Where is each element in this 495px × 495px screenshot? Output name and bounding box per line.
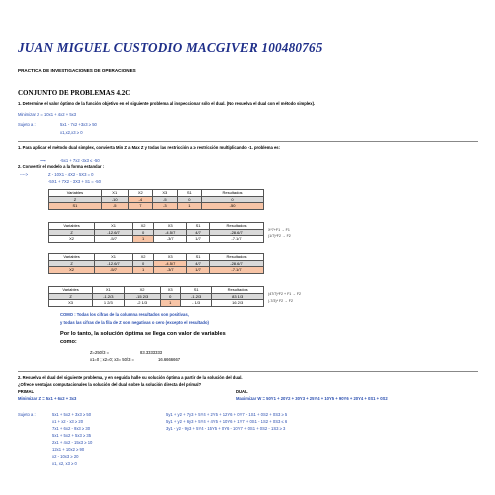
- q2-eq-1: Z - 10X1 - 4X2 - 5X3 = 0: [48, 172, 94, 177]
- q2-arrow-2: ---->: [20, 172, 29, 177]
- table-cell: -4.5/7: [154, 229, 187, 236]
- row-op-note: (-7/3)* F2 → F2: [268, 299, 293, 303]
- table-cell: X2: [49, 267, 95, 274]
- row-op-note: (1/7)*F2 → F2: [268, 234, 291, 238]
- table-cell: Z: [49, 196, 102, 203]
- table-cell: 4/7: [187, 229, 210, 236]
- q3-subject: Sujeto a :: [18, 412, 36, 417]
- table-header: X3: [160, 287, 180, 294]
- table-cell: -7.1/7: [209, 236, 263, 243]
- table-header: S1: [180, 287, 211, 294]
- table-cell: -50: [202, 203, 264, 210]
- table-header: X3: [154, 254, 187, 261]
- table-cell: 83 1/3: [212, 293, 264, 300]
- dual-label: DUAL: [236, 389, 248, 394]
- tableau-2: [48, 222, 264, 243]
- primal-constraint: 5x1 + 5x2 + 5x3 ≥ 35: [52, 433, 92, 438]
- table-cell: 0: [160, 293, 180, 300]
- primal-objective: Minimizar Z = 5x1 + 6x2 + 3x3: [18, 396, 77, 401]
- page-title: JUAN MIGUEL CUSTODIO MACGIVER 100480765: [18, 40, 323, 55]
- q2-convert-text: 2. Convertir el modelo a la forma estandar :: [18, 164, 105, 169]
- table-cell: 7: [128, 203, 153, 210]
- table-cell: -5/7: [95, 236, 133, 243]
- table-header: X1: [101, 190, 128, 197]
- table-cell: -5: [153, 196, 178, 203]
- q2-arrow: ⟶: [40, 158, 47, 163]
- q2-constraint: -5x1 + 7x2 -3x3 ≤ -50: [60, 158, 100, 163]
- primal-constraint: 7x1 + 6x2 - 9x3 ≥ 30: [52, 426, 91, 431]
- table-header: Variables: [49, 223, 95, 230]
- table-cell: X3: [49, 300, 93, 307]
- table-cell: -3: [153, 203, 178, 210]
- table-cell: -3/7: [154, 267, 187, 274]
- table-cell: -28.6/7: [209, 260, 263, 267]
- table-cell: 16 2/3: [212, 300, 264, 307]
- conclusion-line: COMO : Todas los cifras de la columna resultados son positivas,: [60, 312, 189, 317]
- table-cell: -5/7: [95, 267, 133, 274]
- table-header: Resultados: [202, 190, 264, 197]
- solution-x-value: 16.6666667: [158, 357, 181, 362]
- q1-minimize: Minimizar z = 10x1 + 4x2 + 5x3: [18, 112, 77, 117]
- table-header: X1: [95, 254, 133, 261]
- table-cell: - 1/3: [180, 300, 211, 307]
- table-header: Resultados: [209, 254, 263, 261]
- table-cell: -5: [101, 203, 128, 210]
- table-header: Variables: [49, 287, 93, 294]
- table-cell: -7.1/7: [209, 267, 263, 274]
- table-cell: X2: [49, 236, 95, 243]
- table-cell: Z: [49, 293, 93, 300]
- separator: [18, 371, 478, 372]
- table-cell: -12.6/7: [95, 229, 133, 236]
- table-header: S1: [187, 223, 210, 230]
- row-op-note: X*7+F1 → F1: [268, 228, 290, 232]
- primal-label: PRIMAL: [18, 389, 35, 394]
- table-header: X3: [154, 223, 187, 230]
- table-header: S1: [177, 190, 202, 197]
- primal-constraint: 5x1 + 5x2 + 3x3 ≥ 50: [52, 412, 92, 417]
- primal-constraint: 12x1 + 10x2 ≥ 90: [52, 447, 85, 452]
- table-header: X2: [124, 287, 160, 294]
- table-header: Resultados: [209, 223, 263, 230]
- solution-z-label: Z=250/3 =: [90, 350, 110, 355]
- table-cell: -4.5/7: [154, 260, 187, 267]
- solution-z-value: 83.3333333: [140, 350, 163, 355]
- table-cell: -28.6/7: [209, 229, 263, 236]
- table-cell: 1: [177, 203, 202, 210]
- table-cell: -15 2/3: [124, 293, 160, 300]
- table-cell: -4: [128, 196, 153, 203]
- table-cell: 4/7: [187, 260, 210, 267]
- table-cell: 1/7: [187, 236, 210, 243]
- primal-constraint: x1 + x2 - x3 ≥ 20: [52, 419, 84, 424]
- q1-subject: Sujeto a :: [18, 122, 36, 127]
- table-cell: -10: [101, 196, 128, 203]
- solution-x-label: x1=0 ; x2=0; x3= 50/3 =: [90, 357, 135, 362]
- table-cell: 0: [132, 260, 153, 267]
- table-cell: 1: [132, 267, 153, 274]
- table-header: X1: [95, 223, 133, 230]
- tableau-4: [48, 286, 264, 307]
- table-cell: Z: [49, 260, 95, 267]
- q2-eq-2: -5X1 + 7X2 - 3X3 + S1 = -50: [48, 179, 101, 184]
- tableau-3: [48, 253, 264, 274]
- table-cell: 0: [177, 196, 202, 203]
- q3-text: 2. Resuelva el dual del siguiente problema, y en seguida halle su solución óptima a partir de la solución del dual.: [18, 375, 243, 380]
- primal-constraint: x1, x2, x3 ≥ 0: [52, 461, 77, 466]
- q1-text: 1. Determine el valor óptimo de la función objetivo en el siguiente problema al inspeccionar sólo el dual. (No resuelva el dual con el método simplex).: [18, 101, 316, 106]
- section-heading: CONJUNTO DE PROBLEMAS 4.2C: [18, 89, 131, 97]
- table-cell: 0: [202, 196, 264, 203]
- q1-constraint-2: x1,x2,x3 ≥ 0: [60, 130, 83, 135]
- q1-constraint-1: 5x1 - 7x2 +3x3 ≥ 50: [60, 122, 97, 127]
- table-header: X1: [93, 287, 124, 294]
- conclusion-line: y todas las cifras de la fila de Z son negativas o cero (excepto el resultado): [60, 320, 209, 325]
- table-cell: -3/7: [154, 236, 187, 243]
- page-subtitle: PRACTICA DE INVESTIGACIONES DE OPERACIONES: [18, 68, 136, 73]
- table-header: Variables: [49, 190, 102, 197]
- table-cell: 1/7: [187, 267, 210, 274]
- conclusion-heading: Por lo tanto, la solución óptima se llega con valor de variables: [60, 331, 226, 337]
- tableau-1: [48, 189, 264, 210]
- q3-text-2: ¿Ofrece ventajas computacionales la solución del dual sobre la solución directa del primal?: [18, 382, 202, 387]
- row-op-note: (47/7)*F2 + F1 → F2: [268, 292, 302, 296]
- table-cell: 1 2/3: [93, 300, 124, 307]
- table-header: S1: [187, 254, 210, 261]
- table-cell: -2 1/3: [124, 300, 160, 307]
- table-header: X3: [153, 190, 178, 197]
- table-header: X2: [132, 223, 153, 230]
- dual-objective: Maximizar W = 50Y1 + 20Y2 + 30Y3 + 25Y4 + 10Y5 + 90Y6 + 20Y4 + 0S1 + 0S2: [236, 396, 388, 401]
- dual-constraint: 5y1 + y2 + 7y3 + 5Y4 + 2Y5 + 12Y6 + 0Y7 - 1S1 + 0S2 + 0S3 ≥ 5: [166, 412, 288, 417]
- table-header: X2: [128, 190, 153, 197]
- table-cell: 1: [132, 236, 153, 243]
- conclusion-heading: como:: [60, 339, 77, 345]
- table-cell: -1.2/3: [180, 293, 211, 300]
- table-header: X2: [132, 254, 153, 261]
- table-header: Variables: [49, 254, 95, 261]
- table-header: Resultados: [212, 287, 264, 294]
- table-cell: 1: [160, 300, 180, 307]
- table-cell: S1: [49, 203, 102, 210]
- primal-constraint: x2 - 10x3 ≥ 20: [52, 454, 79, 459]
- dual-constraint: 5y1 + y2 + 6y3 + 5Y4 + 4Y5 + 10Y6 + 1Y7 + 0S1 - 1S2 + 0S3 ≤ 6: [166, 419, 288, 424]
- table-cell: -1.2/3: [93, 293, 124, 300]
- table-cell: -12.6/7: [95, 260, 133, 267]
- table-cell: 0: [132, 229, 153, 236]
- table-cell: Z: [49, 229, 95, 236]
- q2-text: 1. Para aplicar el método dual simplex, convierta Min Z a Max Z y todas las restricción a ≥ restricción multiplicando -1. problema es:: [18, 145, 281, 150]
- separator: [18, 141, 478, 142]
- dual-constraint: 3y1 - y2 - 9y3 + 5Y4 - 15Y5 + 0Y6 - 10Y7 + 0S1 + 0S2 - 1S3 ≥ 3: [166, 426, 286, 431]
- primal-constraint: 2x1 + 4x2 - 15x3 ≥ 10: [52, 440, 93, 445]
